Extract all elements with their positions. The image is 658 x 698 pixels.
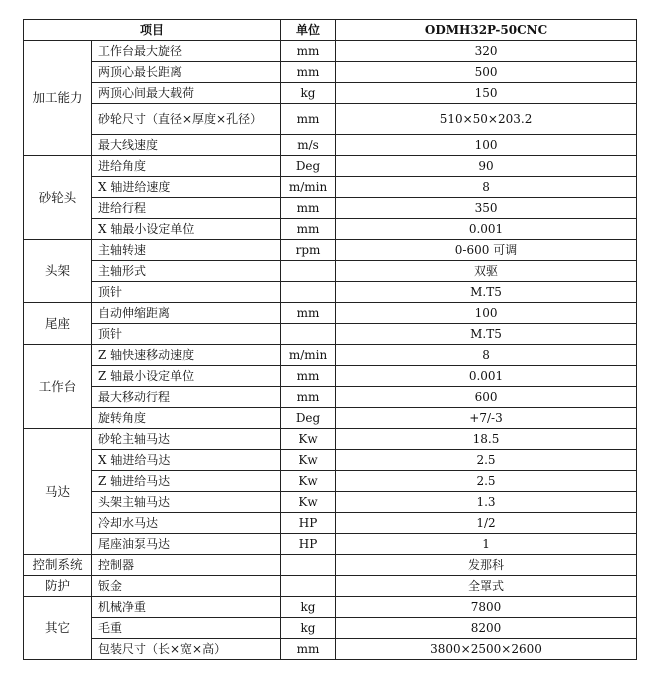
item-cell: 进给行程 <box>92 198 281 219</box>
unit-cell: Deg <box>281 408 336 429</box>
value-cell: 1.3 <box>336 492 637 513</box>
value-cell: M.T5 <box>336 282 637 303</box>
value-cell: 2.5 <box>336 471 637 492</box>
category-cell: 头架 <box>24 240 92 303</box>
item-cell: 主轴转速 <box>92 240 281 261</box>
item-cell: 毛重 <box>92 618 281 639</box>
item-cell: 砂轮尺寸（直径×厚度×孔径） <box>92 104 281 135</box>
unit-cell: mm <box>281 41 336 62</box>
unit-cell <box>281 261 336 282</box>
category-cell: 控制系统 <box>24 555 92 576</box>
table-row <box>24 156 637 177</box>
value-cell: 0.001 <box>336 219 637 240</box>
value-cell: 600 <box>336 387 637 408</box>
value-cell: 8200 <box>336 618 637 639</box>
value-cell: 3800×2500×2600 <box>336 639 637 660</box>
table-row <box>24 387 637 408</box>
value-cell: 150 <box>336 83 637 104</box>
unit-cell: rpm <box>281 240 336 261</box>
item-cell: 自动伸缩距离 <box>92 303 281 324</box>
value-cell: 全罩式 <box>336 576 637 597</box>
table-row <box>24 83 637 104</box>
table-row <box>24 177 637 198</box>
item-cell: 顶针 <box>92 324 281 345</box>
value-cell: 8 <box>336 177 637 198</box>
unit-cell: Kw <box>281 471 336 492</box>
unit-cell: mm <box>281 366 336 387</box>
unit-cell: mm <box>281 639 336 660</box>
unit-cell: kg <box>281 597 336 618</box>
item-cell: Z 轴进给马达 <box>92 471 281 492</box>
value-cell: 500 <box>336 62 637 83</box>
value-cell: 发那科 <box>336 555 637 576</box>
table-row <box>24 618 637 639</box>
value-cell: 双驱 <box>336 261 637 282</box>
item-cell: 冷却水马达 <box>92 513 281 534</box>
unit-cell: mm <box>281 387 336 408</box>
category-cell: 工作台 <box>24 345 92 429</box>
item-cell: 最大线速度 <box>92 135 281 156</box>
item-cell: 砂轮主轴马达 <box>92 429 281 450</box>
table-row <box>24 366 637 387</box>
unit-cell: m/s <box>281 135 336 156</box>
value-cell: 7800 <box>336 597 637 618</box>
table-row <box>24 261 637 282</box>
table-row <box>24 41 637 62</box>
unit-cell: mm <box>281 303 336 324</box>
item-cell: 机械净重 <box>92 597 281 618</box>
item-cell: Z 轴快速移动速度 <box>92 345 281 366</box>
category-cell: 其它 <box>24 597 92 660</box>
table-row <box>24 345 637 366</box>
item-cell: 两顶心最长距离 <box>92 62 281 83</box>
item-cell: 两顶心间最大载荷 <box>92 83 281 104</box>
category-cell: 马达 <box>24 429 92 555</box>
value-cell: 350 <box>336 198 637 219</box>
header-item: 项目 <box>24 20 281 41</box>
table-row <box>24 534 637 555</box>
table-row <box>24 576 637 597</box>
unit-cell: Kw <box>281 450 336 471</box>
unit-cell: HP <box>281 534 336 555</box>
item-cell: 控制器 <box>92 555 281 576</box>
table-row <box>24 219 637 240</box>
value-cell: 1/2 <box>336 513 637 534</box>
item-cell: 进给角度 <box>92 156 281 177</box>
value-cell: 510×50×203.2 <box>336 104 637 135</box>
table-row <box>24 471 637 492</box>
value-cell: 320 <box>336 41 637 62</box>
table-row <box>24 492 637 513</box>
table-row <box>24 639 637 660</box>
unit-cell: Kw <box>281 429 336 450</box>
header-row <box>24 20 637 41</box>
item-cell: 包装尺寸（长×宽×高） <box>92 639 281 660</box>
item-cell: 主轴形式 <box>92 261 281 282</box>
unit-cell: mm <box>281 198 336 219</box>
item-cell: X 轴进给马达 <box>92 450 281 471</box>
spec-body <box>24 41 637 660</box>
value-cell: 100 <box>336 303 637 324</box>
table-row <box>24 555 637 576</box>
table-row <box>24 282 637 303</box>
item-cell: 工作台最大旋径 <box>92 41 281 62</box>
value-cell: 2.5 <box>336 450 637 471</box>
table-row <box>24 240 637 261</box>
value-cell: 1 <box>336 534 637 555</box>
unit-cell <box>281 282 336 303</box>
item-cell: 钣金 <box>92 576 281 597</box>
value-cell: 0-600 可调 <box>336 240 637 261</box>
value-cell: 18.5 <box>336 429 637 450</box>
table-row <box>24 198 637 219</box>
unit-cell: m/min <box>281 177 336 198</box>
table-row <box>24 324 637 345</box>
category-cell: 砂轮头 <box>24 156 92 240</box>
unit-cell: mm <box>281 62 336 83</box>
unit-cell <box>281 576 336 597</box>
unit-cell: HP <box>281 513 336 534</box>
unit-cell <box>281 324 336 345</box>
table-row <box>24 450 637 471</box>
value-cell: +7/-3 <box>336 408 637 429</box>
table-row <box>24 303 637 324</box>
category-cell: 防护 <box>24 576 92 597</box>
table-row <box>24 513 637 534</box>
unit-cell: m/min <box>281 345 336 366</box>
table-row <box>24 408 637 429</box>
item-cell: Z 轴最小设定单位 <box>92 366 281 387</box>
item-cell: 头架主轴马达 <box>92 492 281 513</box>
item-cell: 最大移动行程 <box>92 387 281 408</box>
item-cell: X 轴进给速度 <box>92 177 281 198</box>
unit-cell: mm <box>281 104 336 135</box>
unit-cell: Kw <box>281 492 336 513</box>
unit-cell: Deg <box>281 156 336 177</box>
table-row <box>24 104 637 135</box>
unit-cell: kg <box>281 618 336 639</box>
item-cell: 顶针 <box>92 282 281 303</box>
category-cell: 加工能力 <box>24 41 92 156</box>
header-unit: 单位 <box>281 20 336 41</box>
category-cell: 尾座 <box>24 303 92 345</box>
unit-cell: mm <box>281 219 336 240</box>
spec-table <box>23 19 637 660</box>
unit-cell: kg <box>281 83 336 104</box>
table-row <box>24 62 637 83</box>
header-model: ODMH32P-50CNC <box>336 20 637 41</box>
item-cell: 尾座油泵马达 <box>92 534 281 555</box>
value-cell: 100 <box>336 135 637 156</box>
value-cell: 0.001 <box>336 366 637 387</box>
table-row <box>24 429 637 450</box>
item-cell: X 轴最小设定单位 <box>92 219 281 240</box>
value-cell: M.T5 <box>336 324 637 345</box>
value-cell: 8 <box>336 345 637 366</box>
unit-cell <box>281 555 336 576</box>
table-row <box>24 135 637 156</box>
item-cell: 旋转角度 <box>92 408 281 429</box>
table-row <box>24 597 637 618</box>
value-cell: 90 <box>336 156 637 177</box>
